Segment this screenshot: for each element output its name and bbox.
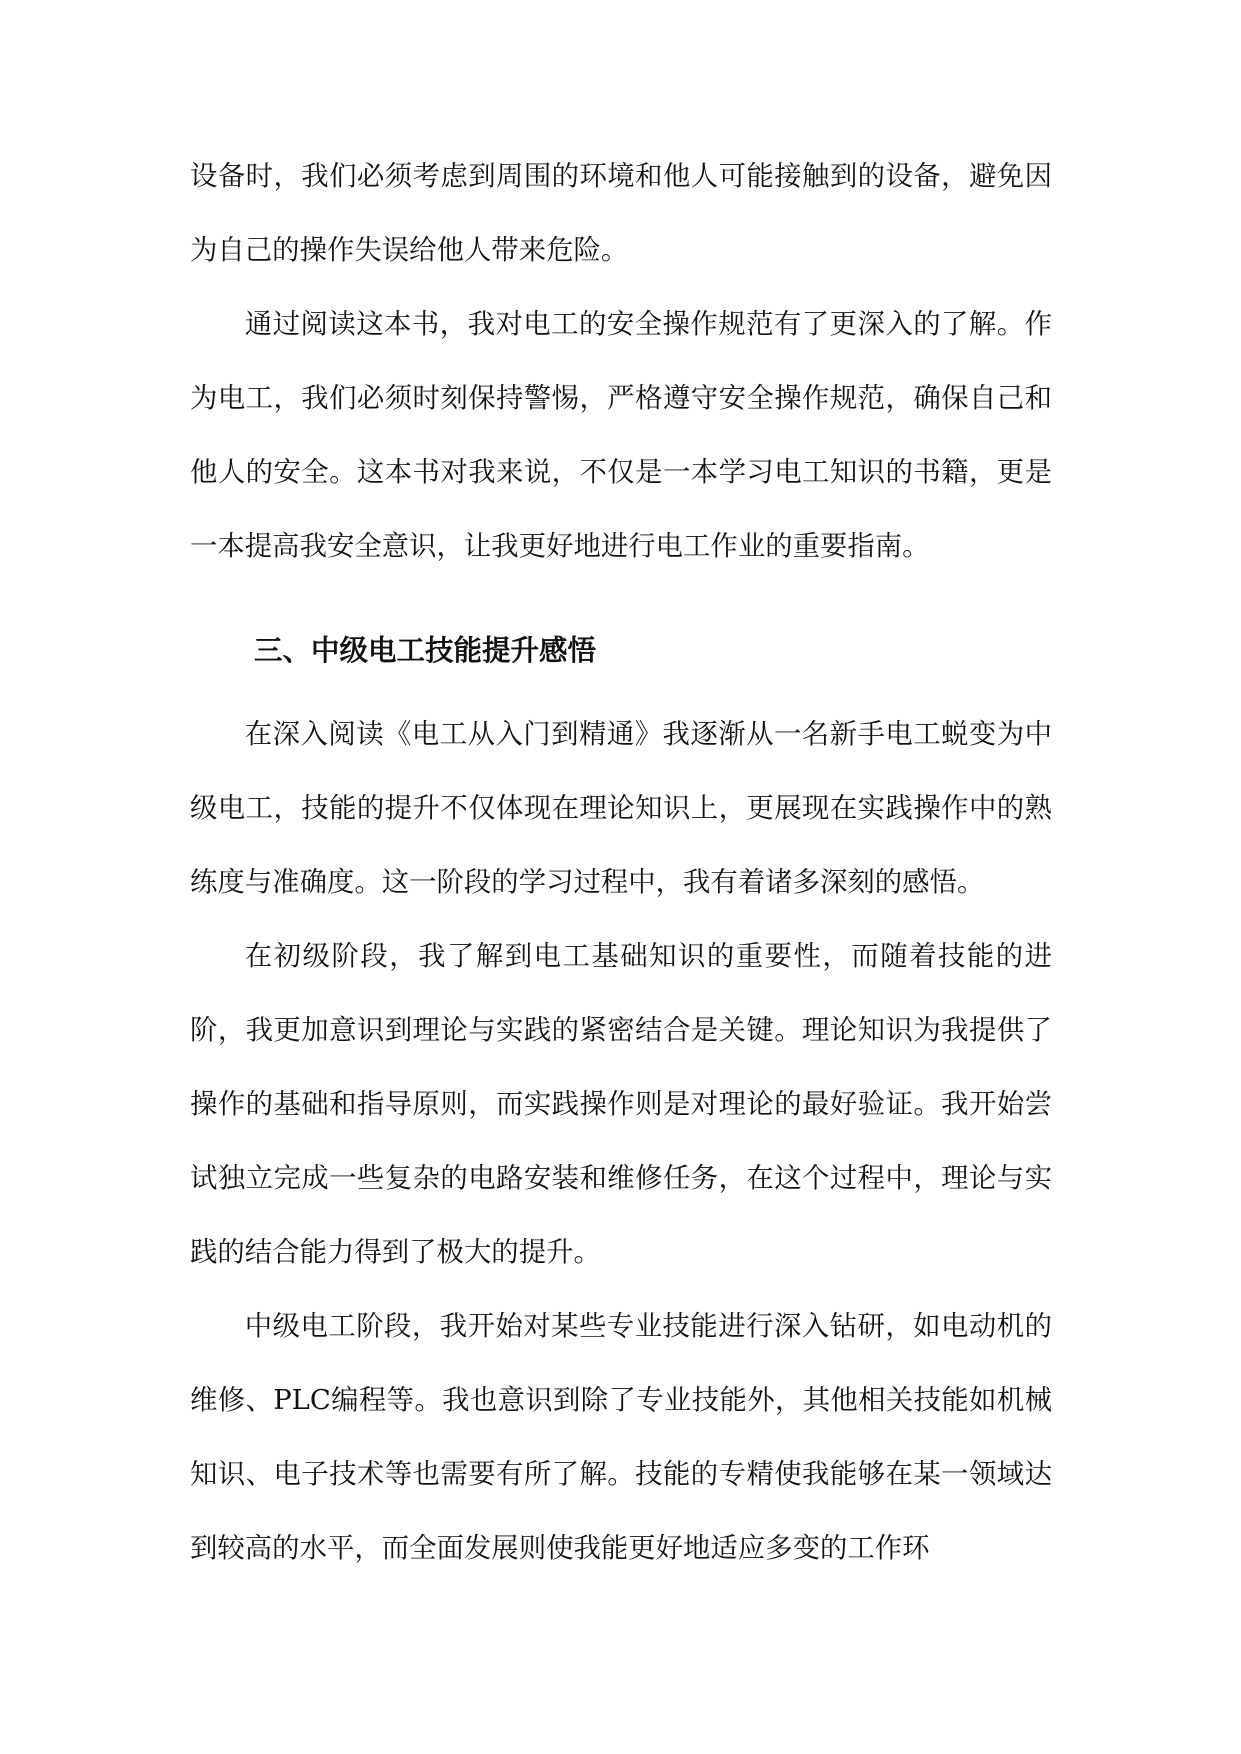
paragraph-intermediate-intro: 在深入阅读《电工从入门到精通》我逐渐从一名新手电工蜕变为中级电工，技能的提升不仅体现在理论知识上，更展现在实践操作中的熟练度与准确度。这一阶段的学习过程中，我有着诸多深刻的感悟。: [190, 719, 1052, 898]
paragraph-theory-practice: 在初级阶段，我了解到电工基础知识的重要性，而随着技能的进阶，我更加意识到理论与实践的紧密结合是关键。理论知识为我提供了操作的基础和指导原则，而实践操作则是对理论的最好验证。我开始尝试独立完成一些复杂的电路安装和维修任务，在这个过程中，理论与实践的结合能力得到了极大的提升。: [190, 941, 1052, 1268]
document-body: [190, 140, 1052, 1586]
paragraph-specialization: 中级电工阶段，我开始对某些专业技能进行深入钻研，如电动机的维修、PLC编程等。我也意识到除了专业技能外，其他相关技能如机械知识、电子技术等也需要有所了解。技能的专精使我能够在某一领域达到较高的水平，而全面发展则使我能更好地适应多变的工作环: [190, 1311, 1052, 1564]
section-heading: 三、中级电工技能提升感悟: [254, 634, 597, 667]
paragraph-safety-summary: 通过阅读这本书，我对电工的安全操作规范有了更深入的了解。作为电工，我们必须时刻保持警惕，严格遵守安全操作规范，确保自己和他人的安全。这本书对我来说，不仅是一本学习电工知识的书籍，更是一本提高我安全意识，让我更好地进行电工作业的重要指南。: [190, 309, 1052, 562]
paragraph-continuation: 设备时，我们必须考虑到周围的环境和他人可能接触到的设备，避免因为自己的操作失误给他人带来危险。: [190, 161, 1052, 266]
